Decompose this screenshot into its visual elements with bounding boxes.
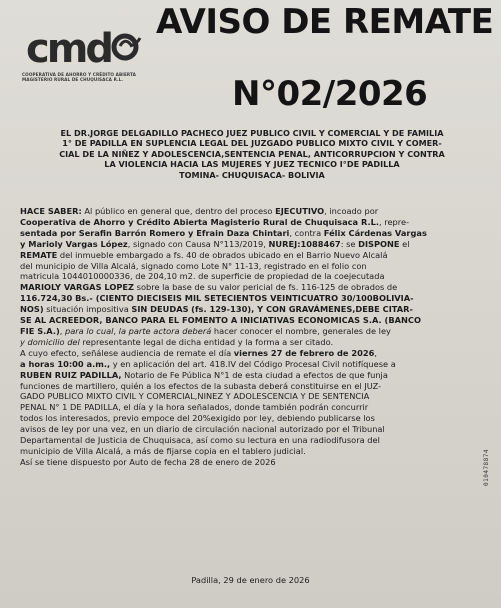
body-line: PENAL N° 1 DE PADILLA, el día y la hora señalados, donde también podrán concurrir xyxy=(20,402,369,413)
body-line: Departamental de Justicia de Chuquisaca, así como su lectura en una radiodifusora del xyxy=(20,435,380,446)
notice-number: N°02/2026 xyxy=(232,74,428,114)
body-line: GADO PUBLICO MIXTO CIVIL Y COMERCIAL,NINEZ Y ADOLESCENCIA Y DE SENTENCIA xyxy=(20,391,370,402)
body-line: 116.724,30 Bs.- (CIENTO DIECISEIS MIL SETECIENTOS VEINTICUATRO 30/100BOLIVIA- xyxy=(20,293,414,304)
intro-line: CIAL DE LA NIÑEZ Y ADOLESCENCIA,SENTENCIA PENAL, ANTICORRUPCION Y CONTRA xyxy=(59,148,445,159)
notice-body xyxy=(20,206,482,468)
side-code: 010478874 xyxy=(483,448,490,486)
intro-line: TOMINA- CHUQUISACA- BOLIVIA xyxy=(179,169,325,180)
body-line: Así se tiene dispuesto por Auto de fecha 28 de enero de 2026 xyxy=(20,456,276,467)
body-line: HACE SABER: Al público en general que, dentro del proceso EJECUTIVO, incoado por xyxy=(20,206,379,216)
body-line: y Marioly Vargas López, signado con Causa N°113/2019, NUREJ:1088467: se DISPONE el xyxy=(20,238,410,249)
body-line: sentada por Serafin Barrón Romero y Efrain Daza Chintari, contra Félix Cárdenas Vargas xyxy=(20,227,427,238)
body-line: RUBEN RUIZ PADILLA, Notario de Fe Pública N°1 de esta ciudad a efectos de que funja xyxy=(20,369,388,380)
body-line: FIE S.A.), para lo cual, la parte actora deberá hacer conocer el nombre, generales de ley xyxy=(20,325,391,336)
body-line: municipio de Villa Alcalá, a más de fijarse copia en el tablero judicial. xyxy=(20,445,306,456)
notice-title: AVISO DE REMATE xyxy=(156,2,494,42)
body-line: REMATE del inmueble embargado a fs. 40 de obrados ubicado en el Barrio Nuevo Alcalá xyxy=(20,249,388,260)
body-line: A cuyo efecto, señálese audiencia de remate el día viernes 27 de febrero de 2026, xyxy=(20,347,377,358)
notice-date: Padilla, 29 de enero de 2026 xyxy=(191,575,310,585)
body-line: a horas 10:00 a.m., y en aplicación del art. 418.IV del Código Procesal Civil notifíquese a xyxy=(20,358,396,369)
body-line: del municipio de Villa Alcalá, signado como Lote N° 11-13, registrado en el folio con xyxy=(20,260,367,271)
cmd-logo-mark xyxy=(24,24,154,74)
body-line: MARIOLY VARGAS LOPEZ sobre la base de su valor pericial de fs. 116-125 de obrados de xyxy=(20,282,398,293)
intro-line: LA VIOLENCIA HACIA LAS MUJERES Y JUEZ TECNICO I°DE PADILLA xyxy=(104,159,400,170)
body-line: funciones de martillero, quién a los efectos de la subasta deberá constituirse en el JUZ- xyxy=(20,380,382,391)
logo-text: cmd xyxy=(26,26,112,72)
body-line: matricula 1044010000336, de 204,10 m2. de superficie de propiedad de la coejecutada xyxy=(20,271,385,282)
judge-intro xyxy=(28,128,476,180)
logo-subtitle: COOPERATIVA DE AHORRO Y CRÉDITO ABIERTA MAGISTERIO RURAL DE CHUQUISACA R.L. xyxy=(22,72,137,82)
body-line: y domicilio del representante legal de dicha entidad y la forma a ser citado. xyxy=(20,336,334,347)
intro-line: EL DR.JORGE DELGADILLO PACHECO JUEZ PUBLICO CIVIL Y COMERCIAL Y DE FAMILIA xyxy=(60,128,444,138)
body-line: todos los interesados, previo empoce del 20%exigido por ley, debiendo publicarse los xyxy=(20,413,375,424)
body-line: SE AL ACREEDOR, BANCO PARA EL FOMENTO A INICIATIVAS ECONOMICAS S.A. (BANCO xyxy=(20,315,421,326)
intro-line: 1° DE PADILLA EN SUPLENCIA LEGAL DEL JUZGADO PUBLICO MIXTO CIVIL Y COMER- xyxy=(62,138,442,149)
body-line: avisos de ley por una vez, en un diario de circulación nacional autorizado por el Tribunal xyxy=(20,424,385,435)
notice-header xyxy=(0,0,501,120)
body-line: NOS) situación impositiva SIN DEUDAS (fs. 129-130), Y CON GRAVÁMENES,DEBE CITAR- xyxy=(20,304,413,315)
body-line: Cooperativa de Ahorro y Crédito Abierta Magisterio Rural de Chuquisaca R.L., repre- xyxy=(20,216,410,227)
